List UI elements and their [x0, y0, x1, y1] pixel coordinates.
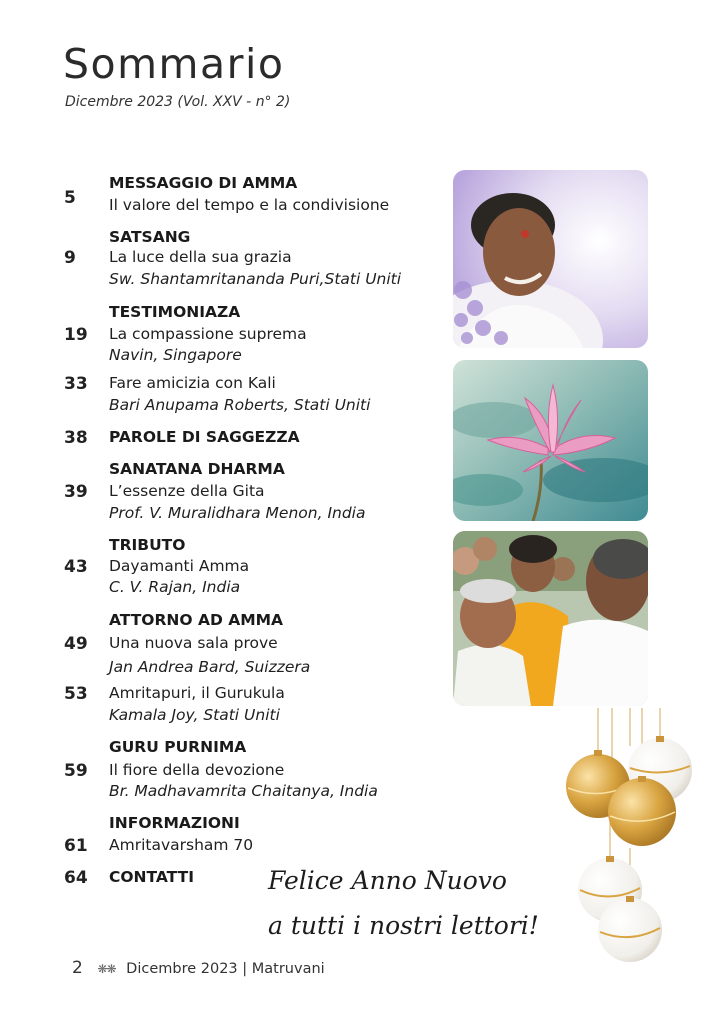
page-number: 61 — [64, 836, 88, 856]
page-number: 64 — [64, 868, 88, 888]
article-title: Dayamanti Amma — [109, 557, 250, 575]
article-author: Prof. V. Muralidhara Menon, India — [109, 504, 366, 522]
page-number: 38 — [64, 428, 88, 448]
article-author: C. V. Rajan, India — [109, 578, 241, 596]
article-title: Il valore del tempo e la condivisione — [109, 196, 390, 214]
section-heading: TESTIMONIAZA — [109, 303, 241, 321]
page-title: Sommario — [63, 40, 285, 88]
article-title: La compassione suprema — [109, 325, 307, 343]
page-number: 59 — [64, 761, 88, 781]
article-author: Kamala Joy, Stati Uniti — [109, 706, 280, 724]
article-author: Sw. Shantamritananda Puri,Stati Uniti — [109, 270, 402, 288]
article-title: Il fiore della devozione — [109, 761, 285, 779]
article-title: Amritavarsham 70 — [109, 836, 254, 854]
page-number: 9 — [64, 248, 76, 268]
footer-page-number: 2 — [72, 958, 83, 978]
page-number: 43 — [64, 557, 88, 577]
footer-text: Dicembre 2023 | Matruvani — [126, 961, 325, 977]
article-author: Br. Madhavamrita Chaitanya, India — [109, 782, 378, 800]
page-footer — [72, 958, 325, 978]
section-heading: SANATANA DHARMA — [109, 460, 285, 478]
section-heading: GURU PURNIMA — [109, 738, 247, 756]
christmas-baubles-decoration — [560, 708, 710, 968]
section-heading: ATTORNO AD AMMA — [109, 611, 284, 629]
article-title: Amritapuri, il Gurukula — [109, 684, 285, 702]
page-number: 39 — [64, 482, 88, 502]
page-number: 19 — [64, 325, 88, 345]
section-heading: INFORMAZIONI — [109, 814, 240, 832]
article-author: Navin, Singapore — [109, 346, 242, 364]
amma-portrait-photo — [453, 170, 648, 348]
amma-embracing-photo — [453, 531, 648, 706]
section-heading: MESSAGGIO DI AMMA — [109, 174, 298, 192]
article-title: L’essenze della Gita — [109, 482, 265, 500]
section-heading: TRIBUTO — [109, 536, 186, 554]
article-author: Bari Anupama Roberts, Stati Uniti — [109, 396, 371, 414]
page-number: 49 — [64, 634, 88, 654]
greeting-line-2: a tutti i nostri lettori! — [268, 911, 539, 940]
section-heading: SATSANG — [109, 228, 191, 246]
greeting-line-1: Felice Anno Nuovo — [268, 866, 507, 895]
page-number: 5 — [64, 188, 76, 208]
article-title: Fare amicizia con Kali — [109, 374, 276, 392]
lotus-photo — [453, 360, 648, 521]
article-author: Jan Andrea Bard, Suizzera — [109, 658, 311, 676]
page-number: 53 — [64, 684, 88, 704]
section-heading: CONTATTI — [109, 868, 194, 886]
article-title: Una nuova sala prove — [109, 634, 278, 652]
section-heading: PAROLE DI SAGGEZZA — [109, 428, 300, 446]
flower-ornament-icon: ❋❋ — [97, 962, 116, 976]
article-title: La luce della sua grazia — [109, 248, 292, 266]
issue-subtitle: Dicembre 2023 (Vol. XXV - n° 2) — [65, 94, 291, 110]
page-number: 33 — [64, 374, 88, 394]
